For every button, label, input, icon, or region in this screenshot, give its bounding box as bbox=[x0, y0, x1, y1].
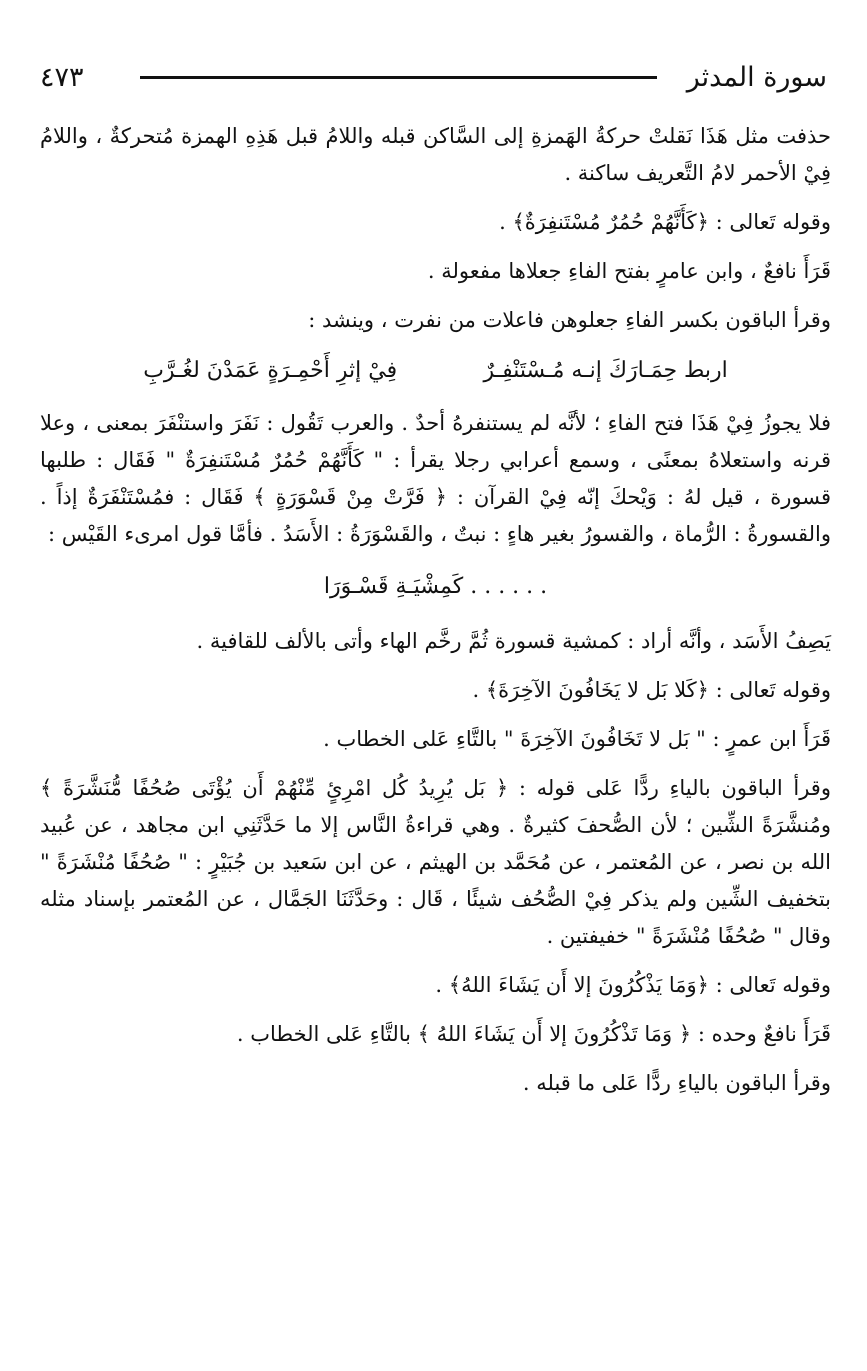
paragraph: قَرَأَ نافعٌ ، وابن عامرٍ بفتح الفاءِ جعلاها مفعولة . bbox=[427, 259, 831, 283]
poem-hemistich-left: فِيْ إثرِ أَحْمِـرَةٍ عَمَدْنَ لغُـرَّبِ bbox=[143, 358, 398, 383]
paragraph: فلا يجوزُ فِيْ هَذَا فتح الفاءِ ؛ لأنَّه لم يستنفرهُ أحدٌ . والعرب تَقُول : نَفَرَ واستنْفَرَ بمعنى ، وعلا قرنه واستعلاهُ بمعنًى ، وسمع أعرابي رجلا يقرأ : " كَأَنَّهُمْ حُمُرٌ مُسْتَنفِرَةٌ " فَقَال : طلبها قسورة ، قيل لهُ : وَيْحكَ إنّه فِيْ القرآن : ﴿ فَرَّتْ مِنْ قَسْوَرَةٍ ﴾ فَقَال : فمُسْتَنْفَرَةٌ إذاً . والقسورةُ : الرُّماة ، والقسورُ بغير هاءٍ : نبتٌ ، والقَسْوَرَةُ : الأَسَدُ . فأمَّا قول امرىء القَيْس : bbox=[40, 411, 831, 546]
surah-title: سورة المدثر bbox=[686, 62, 827, 93]
paragraph: وقرأ الباقون بكسر الفاءِ جعلوهن فاعلات من نفرت ، وينشد : bbox=[308, 308, 831, 332]
paragraph: وقوله تَعالى : ﴿كَلا بَل لا يَخَافُونَ الآخِرَةَ﴾ . bbox=[472, 678, 831, 702]
poem-hemistich-right: اربط حِمَـارَكَ إنـه مُـسْتَنْفِـرٌ bbox=[483, 358, 728, 383]
quote-line: . . . . . . كَمِشْيَـةِ قَسْـوَرَا bbox=[323, 574, 548, 599]
paragraph: حذفت مثل هَذَا نَقلتْ حركةُ الهَمزةِ إلى السَّاكن قبله واللامُ قبل هَذِهِ الهمزة مُتحركةٌ ، واللامُ فِيْ الأحمر لامُ التَّعريف ساكنة . bbox=[40, 124, 831, 185]
poem-verse bbox=[100, 351, 771, 391]
paragraph: وقوله تَعالى : ﴿كَأَنَّهُمْ حُمُرٌ مُسْتَنفِرَةٌ﴾ . bbox=[499, 210, 831, 234]
paragraph: وقرأ الباقون بالياءِ ردًّا عَلى قوله : ﴿ بَل يُرِيدُ كُل امْرِئٍ مِّنْهُمْ أَن يُؤْتَى صُحُفًا مُّنَشَّرَةً ﴾ ومُنشَّرَةً الشِّين ؛ لأن الصُّحفَ كثيرةٌ . وهي قراءةُ النَّاس إلا ما حَدَّثَنِي ابن مجاهد ، عن عُبيد الله بن نصر ، عن المُعتمر ، عن مُحَمَّد بن الهيثم ، عن ابن سَعيد بن جُبَيْرٍ : " صُحُفًا مُنْشَرَةً " بتخفيف الشِّين ولم يذكر فِيْ الصُّحُف شيئًا ، قَال : وحَدَّثَنَا الجَمَّال ، عن المُعتمر بإسناد مثله وقال " صُحُفًا مُنْشَرَةً " خفيفتين . bbox=[40, 776, 831, 948]
page-header bbox=[40, 58, 827, 98]
paragraph: وقوله تَعالى : ﴿وَمَا يَذْكُرُونَ إلا أَن يَشَاءَ اللهُ﴾ . bbox=[435, 973, 831, 997]
page-number: ٤٧٣ bbox=[40, 62, 84, 93]
page-body bbox=[40, 118, 831, 1114]
paragraph: قَرَأَ ابن عمرٍ : " بَل لا تَخَافُونَ الآخِرَةَ " بالتَّاءِ عَلى الخطاب . bbox=[323, 727, 831, 751]
paragraph: قَرَأَ نافعٌ وحده : ﴿ وَمَا تَذْكُرُونَ إلا أَن يَشَاءَ اللهُ ﴾ بالتَّاءِ عَلى الخطاب . bbox=[236, 1022, 831, 1046]
header-rule bbox=[140, 76, 657, 79]
paragraph: يَصِفُ الأَسَد ، وأنَّه أراد : كمشية قسورة ثُمَّ رخَّم الهاء وأتى بالألف للقافية . bbox=[196, 629, 831, 653]
paragraph: وقرأ الباقون بالياءِ ردًّا عَلى ما قبله . bbox=[522, 1071, 831, 1095]
